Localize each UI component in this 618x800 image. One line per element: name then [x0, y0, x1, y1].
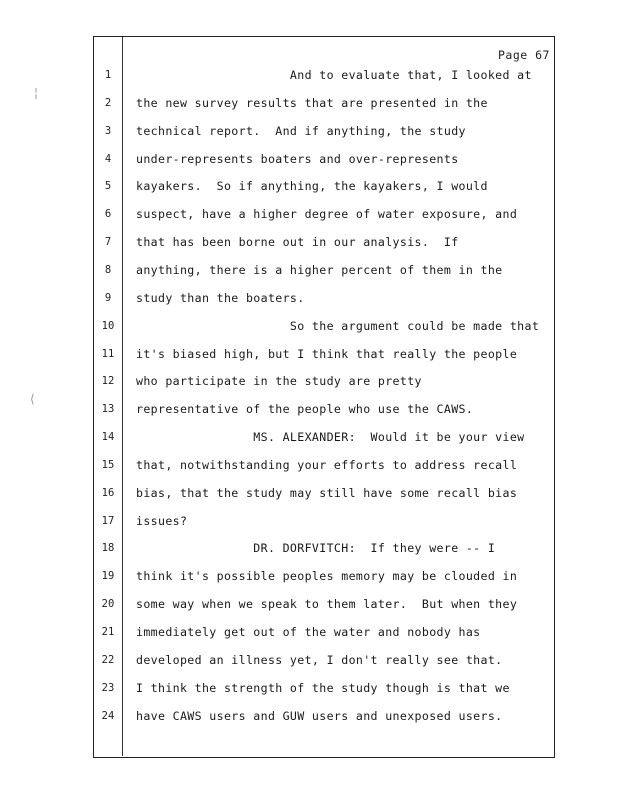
line-number: 18 — [101, 542, 115, 554]
transcript-line: think it's possible peoples memory may be clouded in — [136, 569, 518, 583]
line-number: 23 — [101, 682, 115, 694]
page-number: Page 67 — [498, 48, 550, 62]
line-number: 12 — [101, 375, 115, 387]
transcript-line: study than the boaters. — [136, 291, 305, 305]
transcript-line: issues? — [136, 514, 188, 528]
line-number: 7 — [104, 236, 112, 248]
transcript-line: I think the strength of the study though is that we — [136, 681, 510, 695]
line-number: 8 — [104, 264, 112, 276]
transcript-line: And to evaluate that, I looked at — [136, 68, 532, 82]
line-number: 3 — [104, 125, 112, 137]
transcript-line: some way when we speak to them later. But when they — [136, 597, 518, 611]
transcript-line: that, notwithstanding your efforts to address recall — [136, 458, 518, 472]
line-number: 10 — [101, 320, 115, 332]
transcript-line: immediately get out of the water and nobody has — [136, 625, 481, 639]
transcript-line: suspect, have a higher degree of water exposure, and — [136, 207, 518, 221]
scan-mark: ⟨ — [30, 392, 35, 406]
line-number-rule — [122, 37, 123, 756]
transcript-line: it's biased high, but I think that really the people — [136, 347, 518, 361]
line-number: 24 — [101, 710, 115, 722]
transcript-line: developed an illness yet, I don't really see that. — [136, 653, 503, 667]
line-number: 21 — [101, 626, 115, 638]
transcript-line: kayakers. So if anything, the kayakers, I would — [136, 179, 488, 193]
line-number: 1 — [104, 69, 112, 81]
transcript-line: that has been borne out in our analysis. If — [136, 235, 459, 249]
transcript-line: So the argument could be made that — [136, 319, 540, 333]
transcript-line: bias, that the study may still have some recall bias — [136, 486, 518, 500]
line-number: 20 — [101, 598, 115, 610]
line-number: 13 — [101, 403, 115, 415]
line-number: 16 — [101, 487, 115, 499]
scan-mark: ¦ — [34, 86, 39, 100]
line-number: 22 — [101, 654, 115, 666]
transcript-line: DR. DORFVITCH: If they were -- I — [136, 541, 496, 555]
line-number: 2 — [104, 97, 112, 109]
transcript-line: technical report. And if anything, the study — [136, 124, 466, 138]
line-number: 5 — [104, 180, 112, 192]
line-number: 4 — [104, 153, 112, 165]
line-number: 17 — [101, 515, 115, 527]
transcript-line: anything, there is a higher percent of them in the — [136, 263, 503, 277]
line-number: 15 — [101, 459, 115, 471]
line-number: 19 — [101, 570, 115, 582]
transcript-line: MS. ALEXANDER: Would it be your view — [136, 430, 525, 444]
transcript-line: who participate in the study are pretty — [136, 374, 422, 388]
line-number: 14 — [101, 431, 115, 443]
line-number: 9 — [104, 292, 112, 304]
transcript-page-frame — [93, 36, 555, 758]
transcript-line: the new survey results that are presented in the — [136, 96, 488, 110]
line-number: 6 — [104, 208, 112, 220]
transcript-line: under-represents boaters and over-represents — [136, 152, 459, 166]
transcript-line: have CAWS users and GUW users and unexposed users. — [136, 709, 503, 723]
line-number: 11 — [101, 348, 115, 360]
transcript-line: representative of the people who use the CAWS. — [136, 402, 474, 416]
